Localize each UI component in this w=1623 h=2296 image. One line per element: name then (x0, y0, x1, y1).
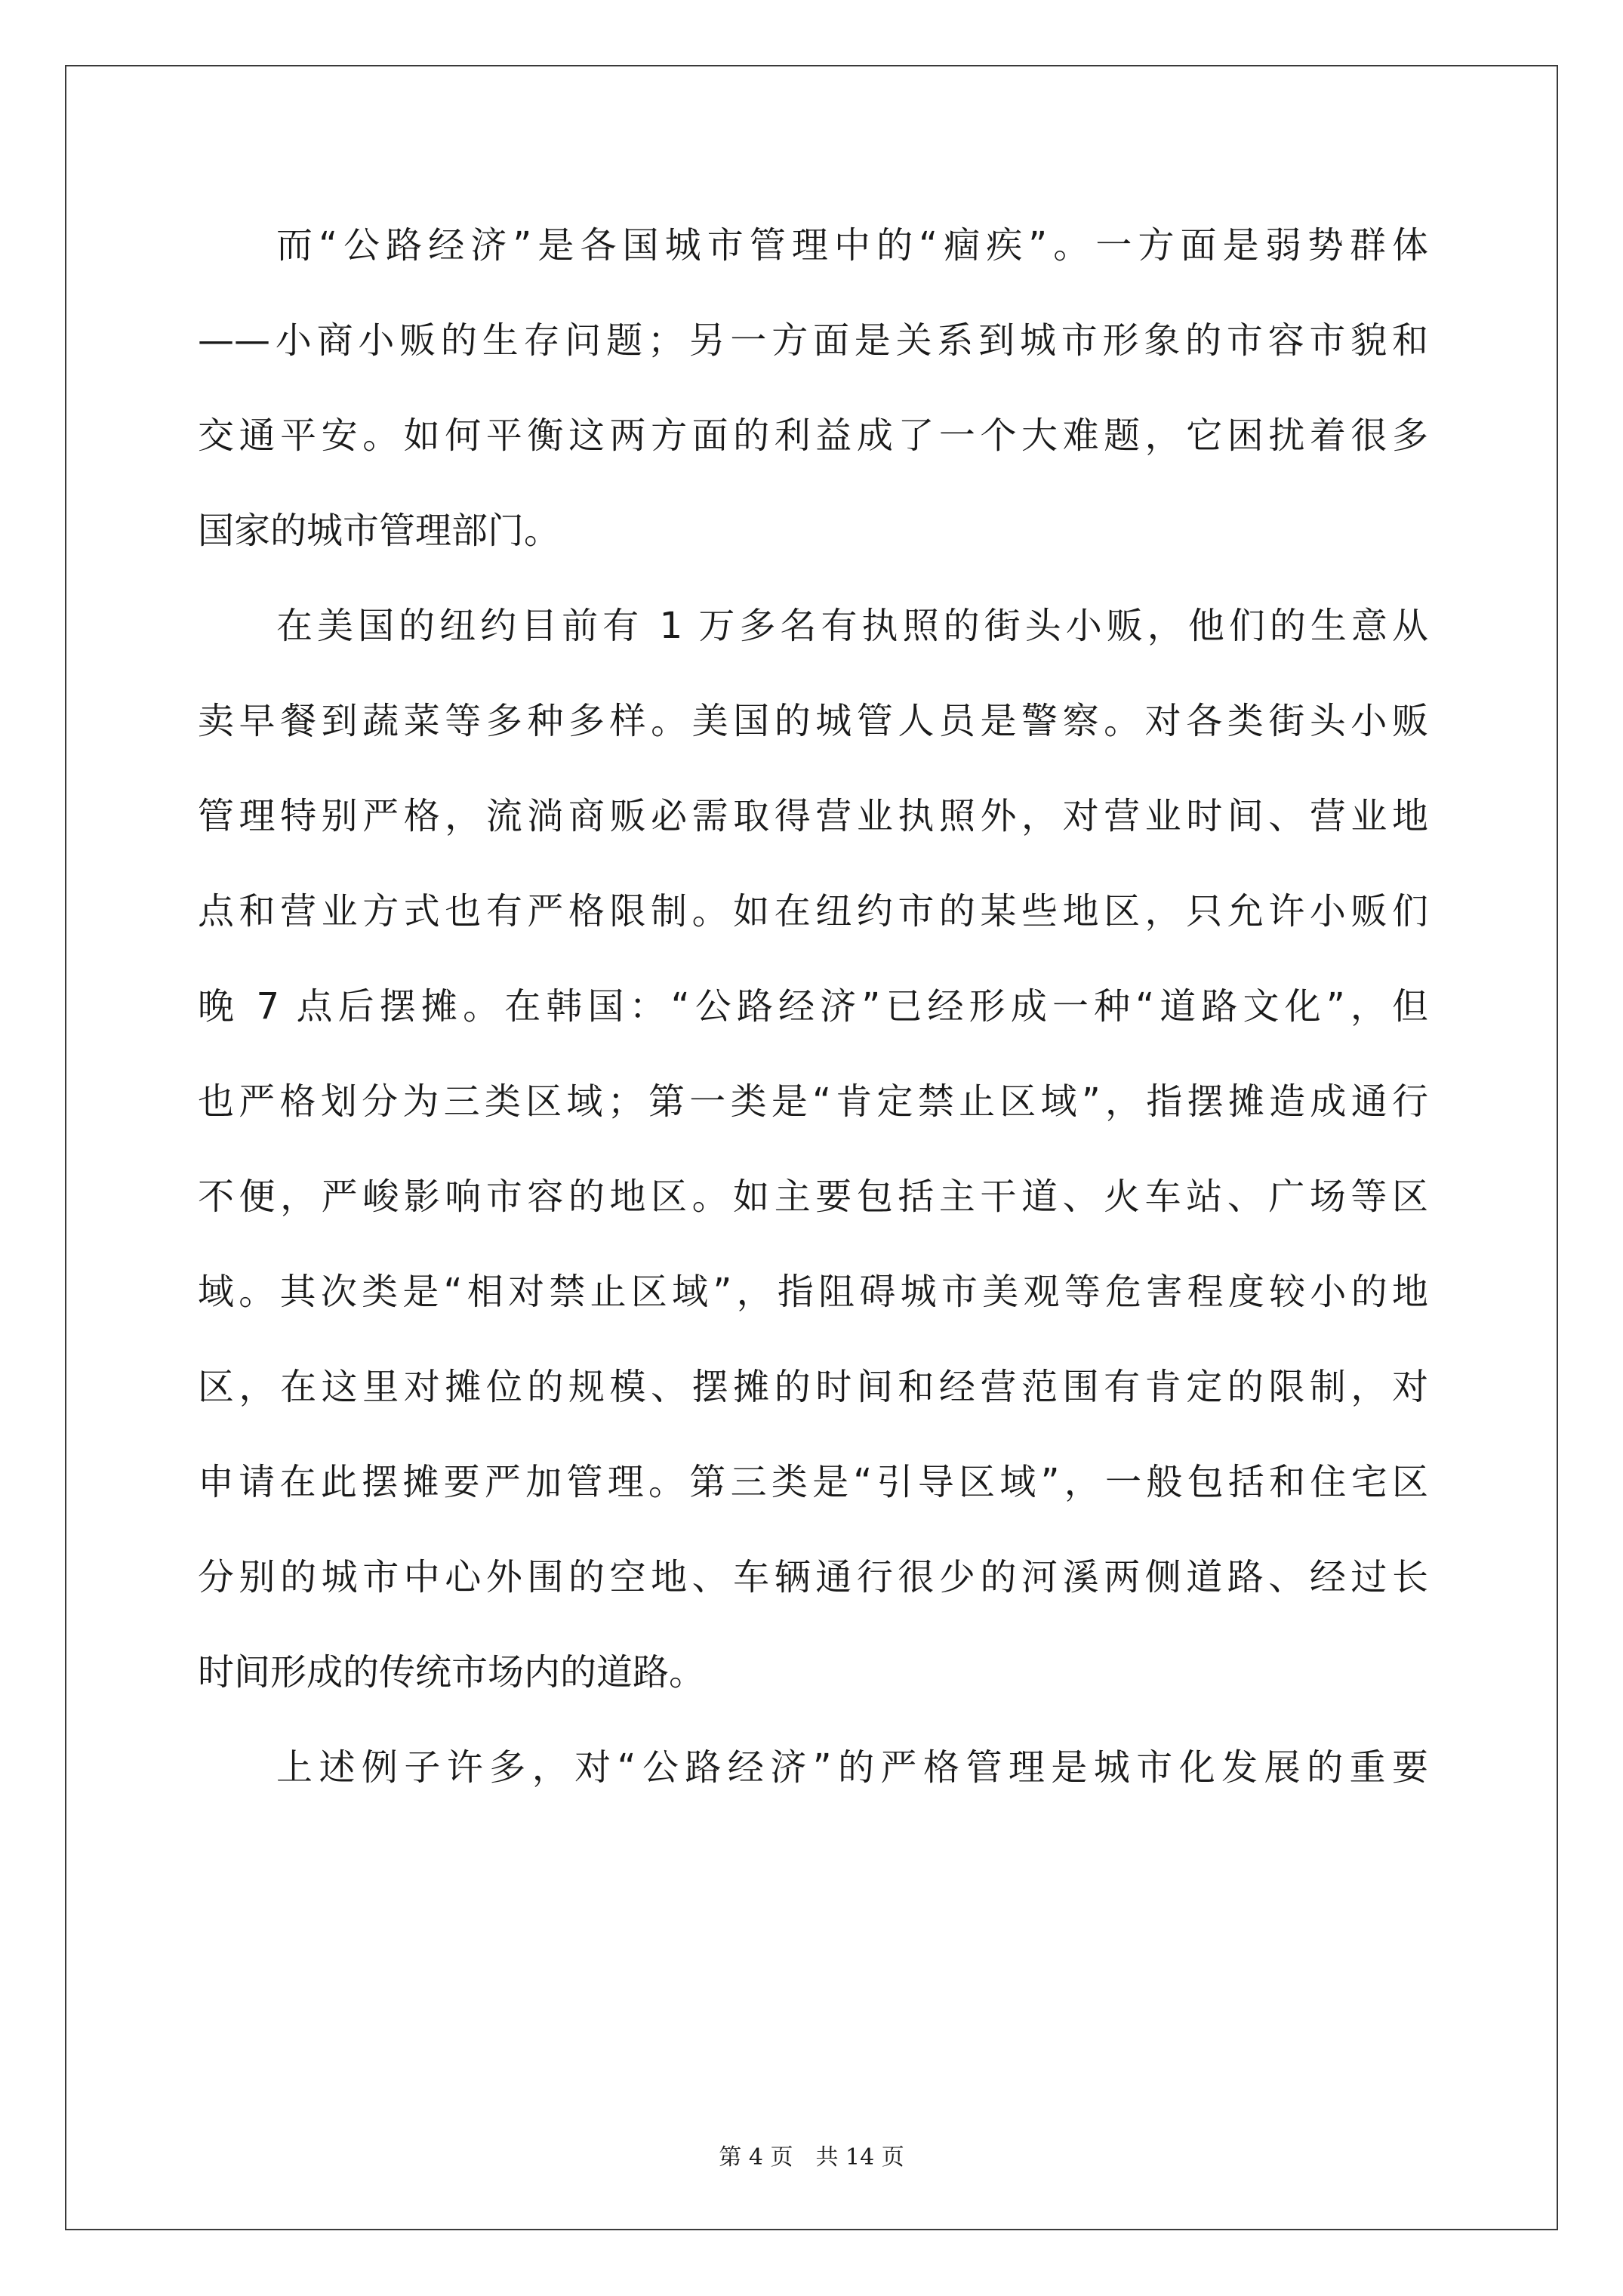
paragraph-2-line-12: 时间形成的传统市场内的道路。 (198, 1651, 706, 1693)
paragraph-2-line-1: 在美国的纽约目前有 1 万多名有执照的街头小贩，他们的生意从 (276, 605, 1428, 647)
paragraph-2-line-8: 域。其次类是“相对禁止区域”，指阻碍城市美观等危害程度较小的地 (198, 1271, 1428, 1313)
paragraph-2-line-6: 也严格划分为三类区域；第一类是“肯定禁止区域”，指摆摊造成通行 (198, 1080, 1428, 1123)
paragraph-2-line-2: 卖早餐到蔬菜等多种多样。美国的城管人员是警察。对各类街头小贩 (198, 700, 1428, 742)
paragraph-2-line-10: 申请在此摆摊要严加管理。第三类是“引导区域”，一般包括和住宅区 (198, 1461, 1428, 1503)
paragraph-2-line-11: 分别的城市中心外围的空地、车辆通行很少的河溪两侧道路、经过长 (198, 1556, 1428, 1598)
paragraph-1-line-2: ——小商小贩的生存问题；另一方面是关系到城市形象的市容市貌和 (198, 319, 1428, 362)
paragraph-2-line-3: 管理特别严格，流淌商贩必需取得营业执照外，对营业时间、营业地 (198, 795, 1428, 837)
paragraph-3-line-1: 上述例子许多，对“公路经济”的严格管理是城市化发展的重要 (276, 1746, 1428, 1789)
paragraph-1-line-3: 交通平安。如何平衡这两方面的利益成了一个大难题，它困扰着很多 (198, 415, 1428, 457)
paragraph-1-line-4: 国家的城市管理部门。 (198, 510, 561, 552)
page-number-footer: 第 4 页 共 14 页 (719, 2144, 904, 2171)
paragraph-2-line-4: 点和营业方式也有严格限制。如在纽约市的某些地区，只允许小贩们 (198, 890, 1428, 932)
paragraph-2-line-7: 不便，严峻影响市容的地区。如主要包括主干道、火车站、广场等区 (198, 1176, 1428, 1218)
paragraph-2-line-9: 区，在这里对摊位的规模、摆摊的时间和经营范围有肯定的限制，对 (198, 1366, 1428, 1408)
page-border (65, 65, 1558, 2230)
paragraph-2-line-5: 晚 7 点后摆摊。在韩国：“公路经济”已经形成一种“道路文化”，但 (198, 985, 1428, 1028)
paragraph-1-line-1: 而“公路经济”是各国城市管理中的“痼疾”。一方面是弱势群体 (276, 224, 1428, 267)
